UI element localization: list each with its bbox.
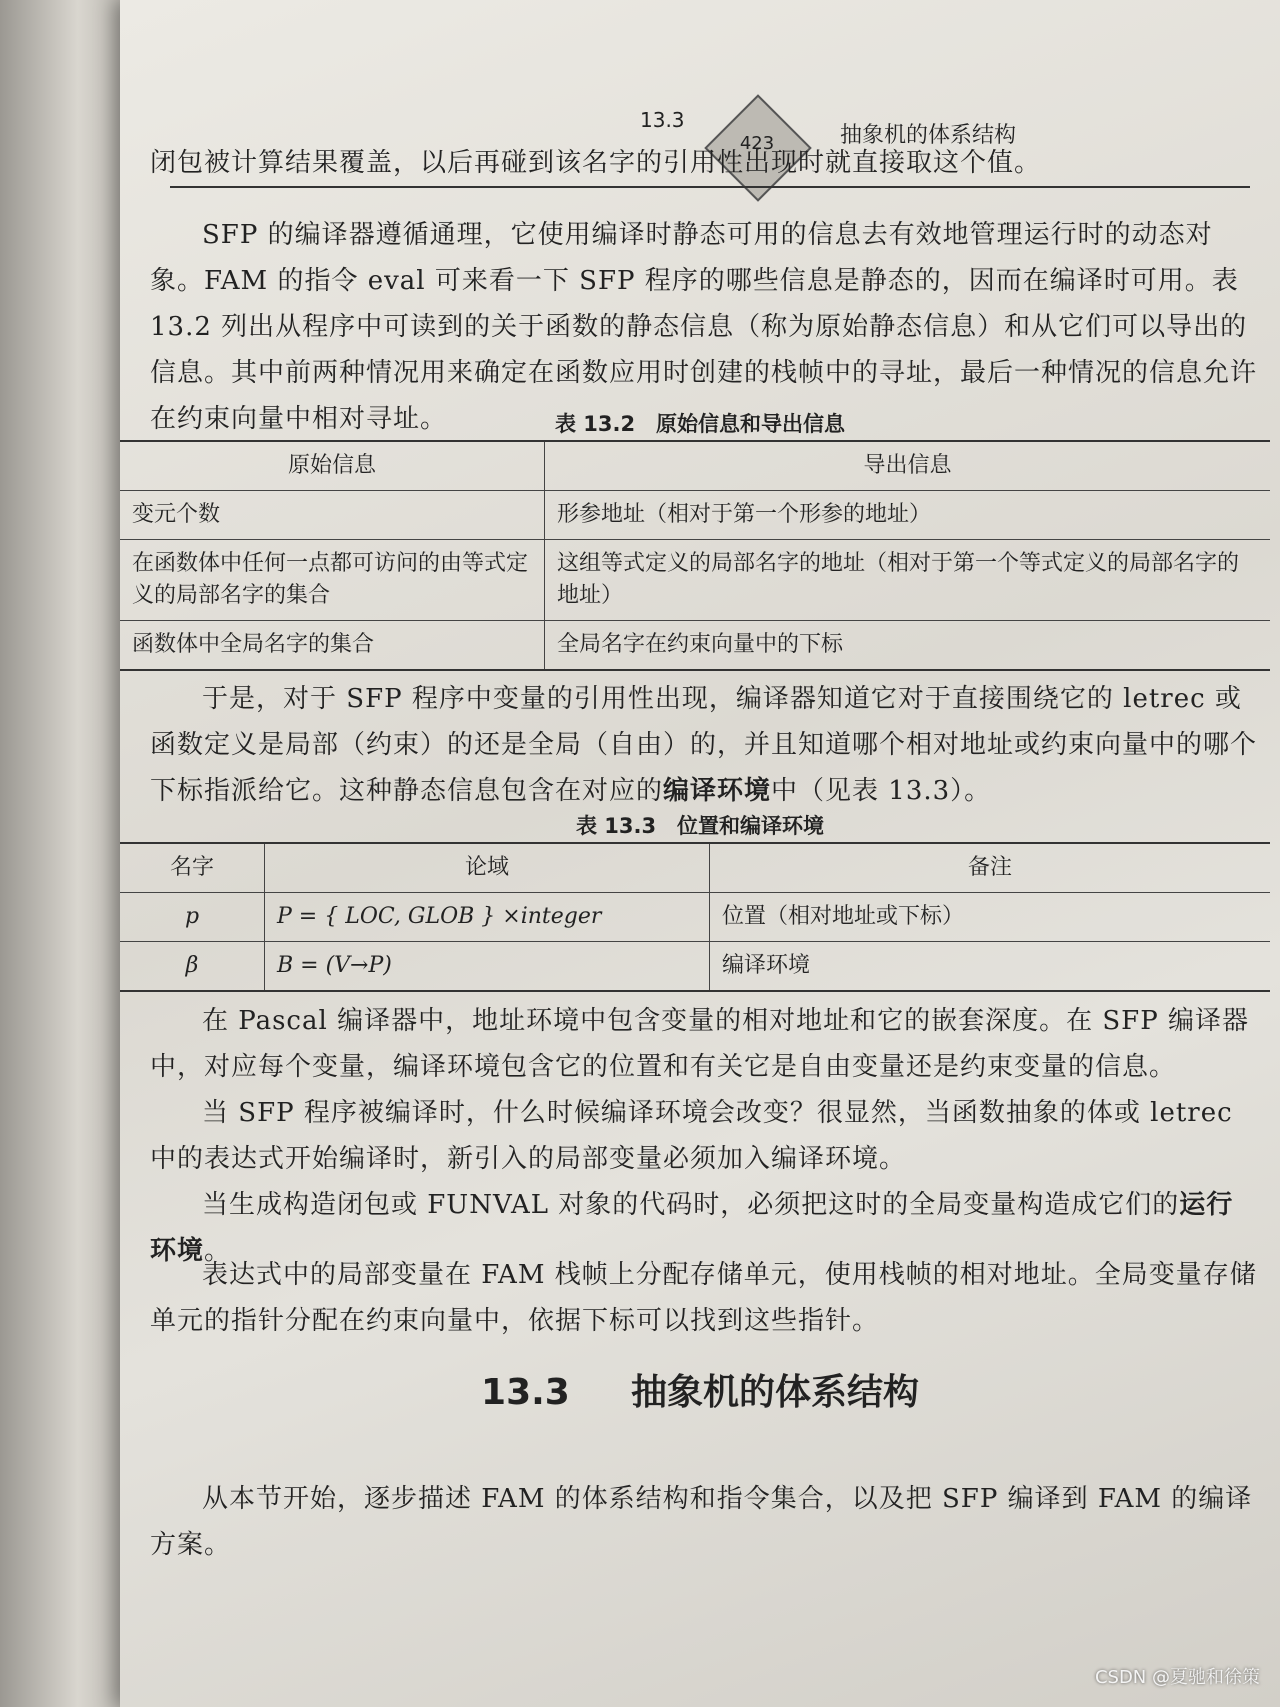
table-cell: 变元个数	[120, 491, 545, 540]
paragraph-6-term: 运行环境	[150, 1190, 1234, 1266]
table-cell: β	[120, 942, 265, 992]
section-heading	[120, 1364, 1280, 1415]
paragraph-6-tail: 。	[204, 1236, 232, 1266]
section-heading-title: 抽象机的体系结构	[630, 1372, 919, 1413]
header-rule	[170, 186, 1250, 188]
paragraph-5: 当 SFP 程序被编译时，什么时候编译环境会改变？很显然，当函数抽象的体或 letrec 中的表达式开始编译时，新引入的局部变量必须加入编译环境。	[150, 1098, 1233, 1174]
paragraph-6-text: 当生成构造闭包或 FUNVAL 对象的代码时，必须把这时的全局变量构造成它们的	[202, 1190, 1180, 1220]
paragraph-3-tail: 中（见表 13.3）。	[771, 776, 992, 806]
table-cell: 编译环境	[710, 942, 1271, 992]
header-page-number: 423	[739, 133, 775, 154]
header-section-number: 13.3	[640, 108, 685, 132]
paragraph-2: SFP 的编译器遵循通理，它使用编译时静态可用的信息去有效地管理运行时的动态对象。FAM 的指令 eval 可来看一下 SFP 程序的哪些信息是静态的，因而在编译时可用。表 13.2 列出从程序中可读到的关于函数的静态信息（称为原始静态信息）和从它们可以导出的信息。其中前两种情况用来确定在函数应用时创建的栈帧中的寻址，最后一种情况的信息允许在约束向量中相对寻址。	[150, 220, 1258, 434]
paragraph-3-text: 于是，对于 SFP 程序中变量的引用性出现，编译器知道它对于直接围绕它的 letrec 或函数定义是局部（约束）的还是全局（自由）的，并且知道哪个相对地址或约束向量中的哪个下标指派给它。这种静态信息包含在对应的	[150, 684, 1258, 806]
table-cell: p	[120, 893, 265, 942]
table2-header-name: 名字	[120, 843, 265, 893]
paragraph-1: 闭包被计算结果覆盖，以后再碰到该名字的引用性出现时就直接取这个值。	[150, 148, 1042, 178]
table1-header-original: 原始信息	[120, 441, 545, 491]
table-row	[120, 893, 1270, 942]
book-page	[120, 0, 1280, 1707]
section-heading-number: 13.3	[481, 1372, 570, 1413]
table-row	[120, 540, 1270, 621]
paragraph-4: 在 Pascal 编译器中，地址环境中包含变量的相对地址和它的嵌套深度。在 SFP 编译器中，对应每个变量，编译环境包含它的位置和有关它是自由变量还是约束变量的信息。	[150, 1006, 1249, 1082]
paragraph-3-term: 编译环境	[663, 776, 772, 806]
facing-page-edge	[0, 0, 130, 1707]
table-cell: P = { LOC, GLOB } ×integer	[265, 893, 710, 942]
table-cell: B = (V→P)	[265, 942, 710, 992]
table2	[120, 842, 1270, 992]
paragraph-3	[150, 676, 1260, 814]
paragraph-8: 从本节开始，逐步描述 FAM 的体系结构和指令集合，以及把 SFP 编译到 FAM 的编译方案。	[150, 1484, 1253, 1560]
table-row	[120, 491, 1270, 540]
table2-caption: 表 13.3 位置和编译环境	[575, 814, 825, 838]
table2-header-domain: 论域	[265, 843, 710, 893]
table-row	[120, 621, 1270, 671]
table-cell: 形参地址（相对于第一个形参的地址）	[545, 491, 1271, 540]
table-cell: 位置（相对地址或下标）	[710, 893, 1271, 942]
header-title: 抽象机的体系结构	[840, 123, 1017, 148]
table-cell: 全局名字在约束向量中的下标	[545, 621, 1271, 671]
table1-header-derived: 导出信息	[545, 441, 1271, 491]
watermark: CSDN @夏驰和徐策	[1094, 1667, 1260, 1688]
table2-header-note: 备注	[710, 843, 1271, 893]
table-cell: 在函数体中任何一点都可访问的由等式定义的局部名字的集合	[120, 540, 545, 621]
table-row	[120, 942, 1270, 992]
table1-caption: 表 13.2 原始信息和导出信息	[554, 412, 846, 436]
table-cell: 这组等式定义的局部名字的地址（相对于第一个等式定义的局部名字的地址）	[545, 540, 1271, 621]
table1	[120, 440, 1270, 671]
paragraph-7: 表达式中的局部变量在 FAM 栈帧上分配存储单元，使用栈帧的相对地址。全局变量存储单元的指针分配在约束向量中，依据下标可以找到这些指针。	[150, 1260, 1257, 1336]
table-cell: 函数体中全局名字的集合	[120, 621, 545, 671]
